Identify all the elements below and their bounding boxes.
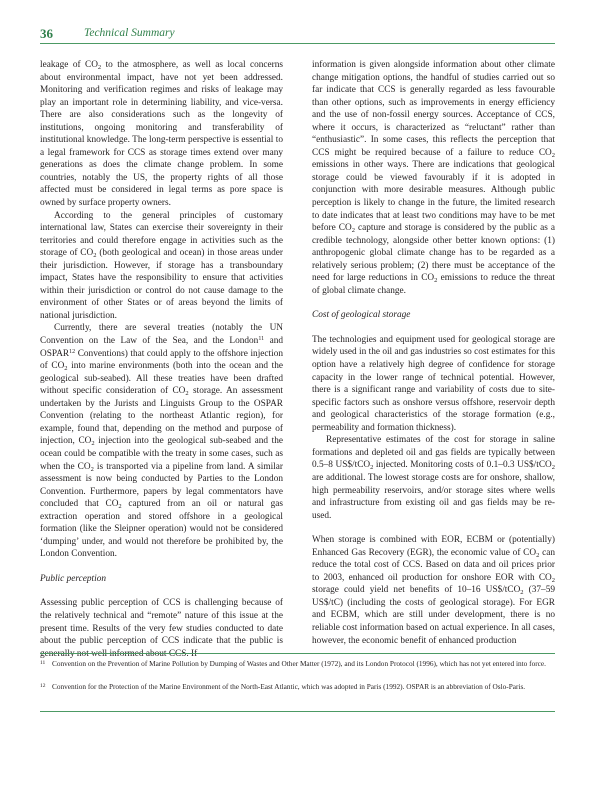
paragraph-international-law: According to the general principles of customary international law, States can exercise their sovereignty in their territories and could therefore engage in activities such as the storage of $CO_2$ (both geological and ocean) in those areas under their jurisdiction. However, if storage has a transboundary impact, States have the responsibility to ensure that activities within their jurisdiction or control do not cause damage to the environment of other States or of areas beyond the limits of national jurisdiction. xyxy=(40,210,283,321)
footnote-12 xyxy=(40,682,555,692)
heading-cost-geological-storage: Cost of geological storage xyxy=(312,310,411,321)
paragraph-cost-estimates: Representative estimates of the cost for storage in saline formations and depleted oil and gas fields are typically between 0.5–8 US$/tCO$_2$ injected. Monitoring costs of 0.1–0.3 US$/tCO$_2$ are additional. The lowest storage costs are for onshore, shallow, high permeability reservoirs, and/or storage sites where wells and infrastructure from existing oil and gas fields may be re-used. xyxy=(312,435,555,521)
paragraph-perception-continued: information is given alongside information about other climate change mitigation options, the handful of studies carried out so far indicate that CCS is generally regarded as less favourable than other options, such as improvements in energy efficiency and the use of non-fossil energy sources. Acceptance of CCS, where it occurs, is characterized as “reluctant” rather than “enthusiastic”. In some cases, this reflects the perception that CCS might be required because of a failure to reduce $CO_2$ emissions in other ways. There are indications that geological storage could be viewed favourably if it is adopted in conjunction with more desirable measures. Although public perception is likely to change in the future, the limited research to date indicates that at least two conditions may have to be met before $CO_2$ capture and storage is considered by the public as a credible technology, alongside other better known options: (1) anthropogenic global climate change has to be regarded as a relatively serious problem; (2) there must be acceptance of the need for large reductions in $CO_2$ emissions to reduce the threat of global climate change. xyxy=(312,60,555,296)
left-column xyxy=(40,59,283,660)
footnote-number: 12 xyxy=(40,683,46,689)
header-rule xyxy=(40,43,555,44)
footnote-number: 11 xyxy=(40,660,46,666)
heading-public-perception: Public perception xyxy=(40,573,107,584)
footnote-11 xyxy=(40,659,555,669)
footnote-rule-bottom xyxy=(40,711,555,712)
page-number: 36 xyxy=(40,26,53,41)
section-title: Technical Summary xyxy=(84,27,175,39)
paragraph-eor-benefits: When storage is combined with EOR, ECBM or (potentially) Enhanced Gas Recovery (EGR), the economic value of $CO_2$ can reduce the total cost of CCS. Based on data and oil prices prior to 2003, enhanced oil production for onshore EOR with $CO_2$ storage could yield net benefits of 10–16 US$/tCO$_2$ (37–59 US$/tC) (including the costs of geological storage). For EGR and ECBM, which are still under development, there is no reliable cost information based on actual experience. In all cases, however, the economic benefit of enhanced production xyxy=(312,535,556,646)
right-column xyxy=(312,59,555,647)
footnote-rule-top xyxy=(40,653,555,654)
paragraph-treaties: Currently, there are several treaties (notably the UN Convention on the Law of the Sea, and the London$^{11}$ and OSPAR$^{12}$ Conventions) that could apply to the offshore injection of $CO_2$ into marine environments (both into the ocean and the geological sub-seabed). All these treaties have been drafted without specific consideration of $CO_2$ storage. An assessment undertaken by the Jurists and Linguists Group to the OSPAR Convention (relating to the northeast Atlantic region), for example, found that, depending on the method and purpose of injection, $CO_2$ injection into the geological sub-seabed and the ocean could be compatible with the treaty in some cases, such as when the $CO_2$ is transported via a pipeline from land. A similar assessment is now being conducted by Parties to the London Convention. Furthermore, papers by legal commentators have concluded that $CO_2$ captured from an oil or natural gas extraction operation and stored offshore in a geological formation (like the Sleipner operation) would not be considered ‘dumping’ under, and would not therefore be prohibited by, the London Convention. xyxy=(40,323,284,560)
footnote-text: Convention on the Prevention of Marine Pollution by Dumping of Wastes and Other Matter (1972), and its London Protocol (1996), which has not yet entered into force. xyxy=(52,659,546,668)
paragraph-liability: leakage of $CO_2$ to the atmosphere, as well as local concerns about environmental impact, have not yet been addressed. Monitoring and verification regimes and risks of leakage may play an important role in determining liability, and vice-versa. There are also considerations such as the longevity of institutions, ongoing monitoring and transferability of institutional knowledge. The long-term perspective is essential to a legal framework for CCS as storage times extend over many generations as does the climate change problem. In some countries, notably the US, the property rights of all those affected must be considered in legal terms as pore space is owned by surface property owners. xyxy=(40,60,283,209)
footnote-text: Convention for the Protection of the Marine Environment of the North-East Atlantic, which was adopted in Paris (1992). OSPAR is an abbreviation of Oslo-Paris. xyxy=(52,682,526,691)
paragraph-public-perception: Assessing public perception of CCS is challenging because of the relatively technical and “remote” nature of this issue at the present time. Results of the very few studies conducted to date about the public perception of CCS indicate that the public is generally not well informed about CCS. If xyxy=(40,598,283,659)
running-header xyxy=(40,26,555,44)
paragraph-storage-technologies: The technologies and equipment used for geological storage are widely used in the oil and gas industries so cost estimates for this option have a relatively high degree of confidence for storage capacity in the lower range of technical potential. However, there is a significant range and variability of costs due to site-specific factors such as onshore versus offshore, reservoir depth and geological characteristics of the storage formation (e.g., permeability and formation thickness). xyxy=(312,334,555,433)
